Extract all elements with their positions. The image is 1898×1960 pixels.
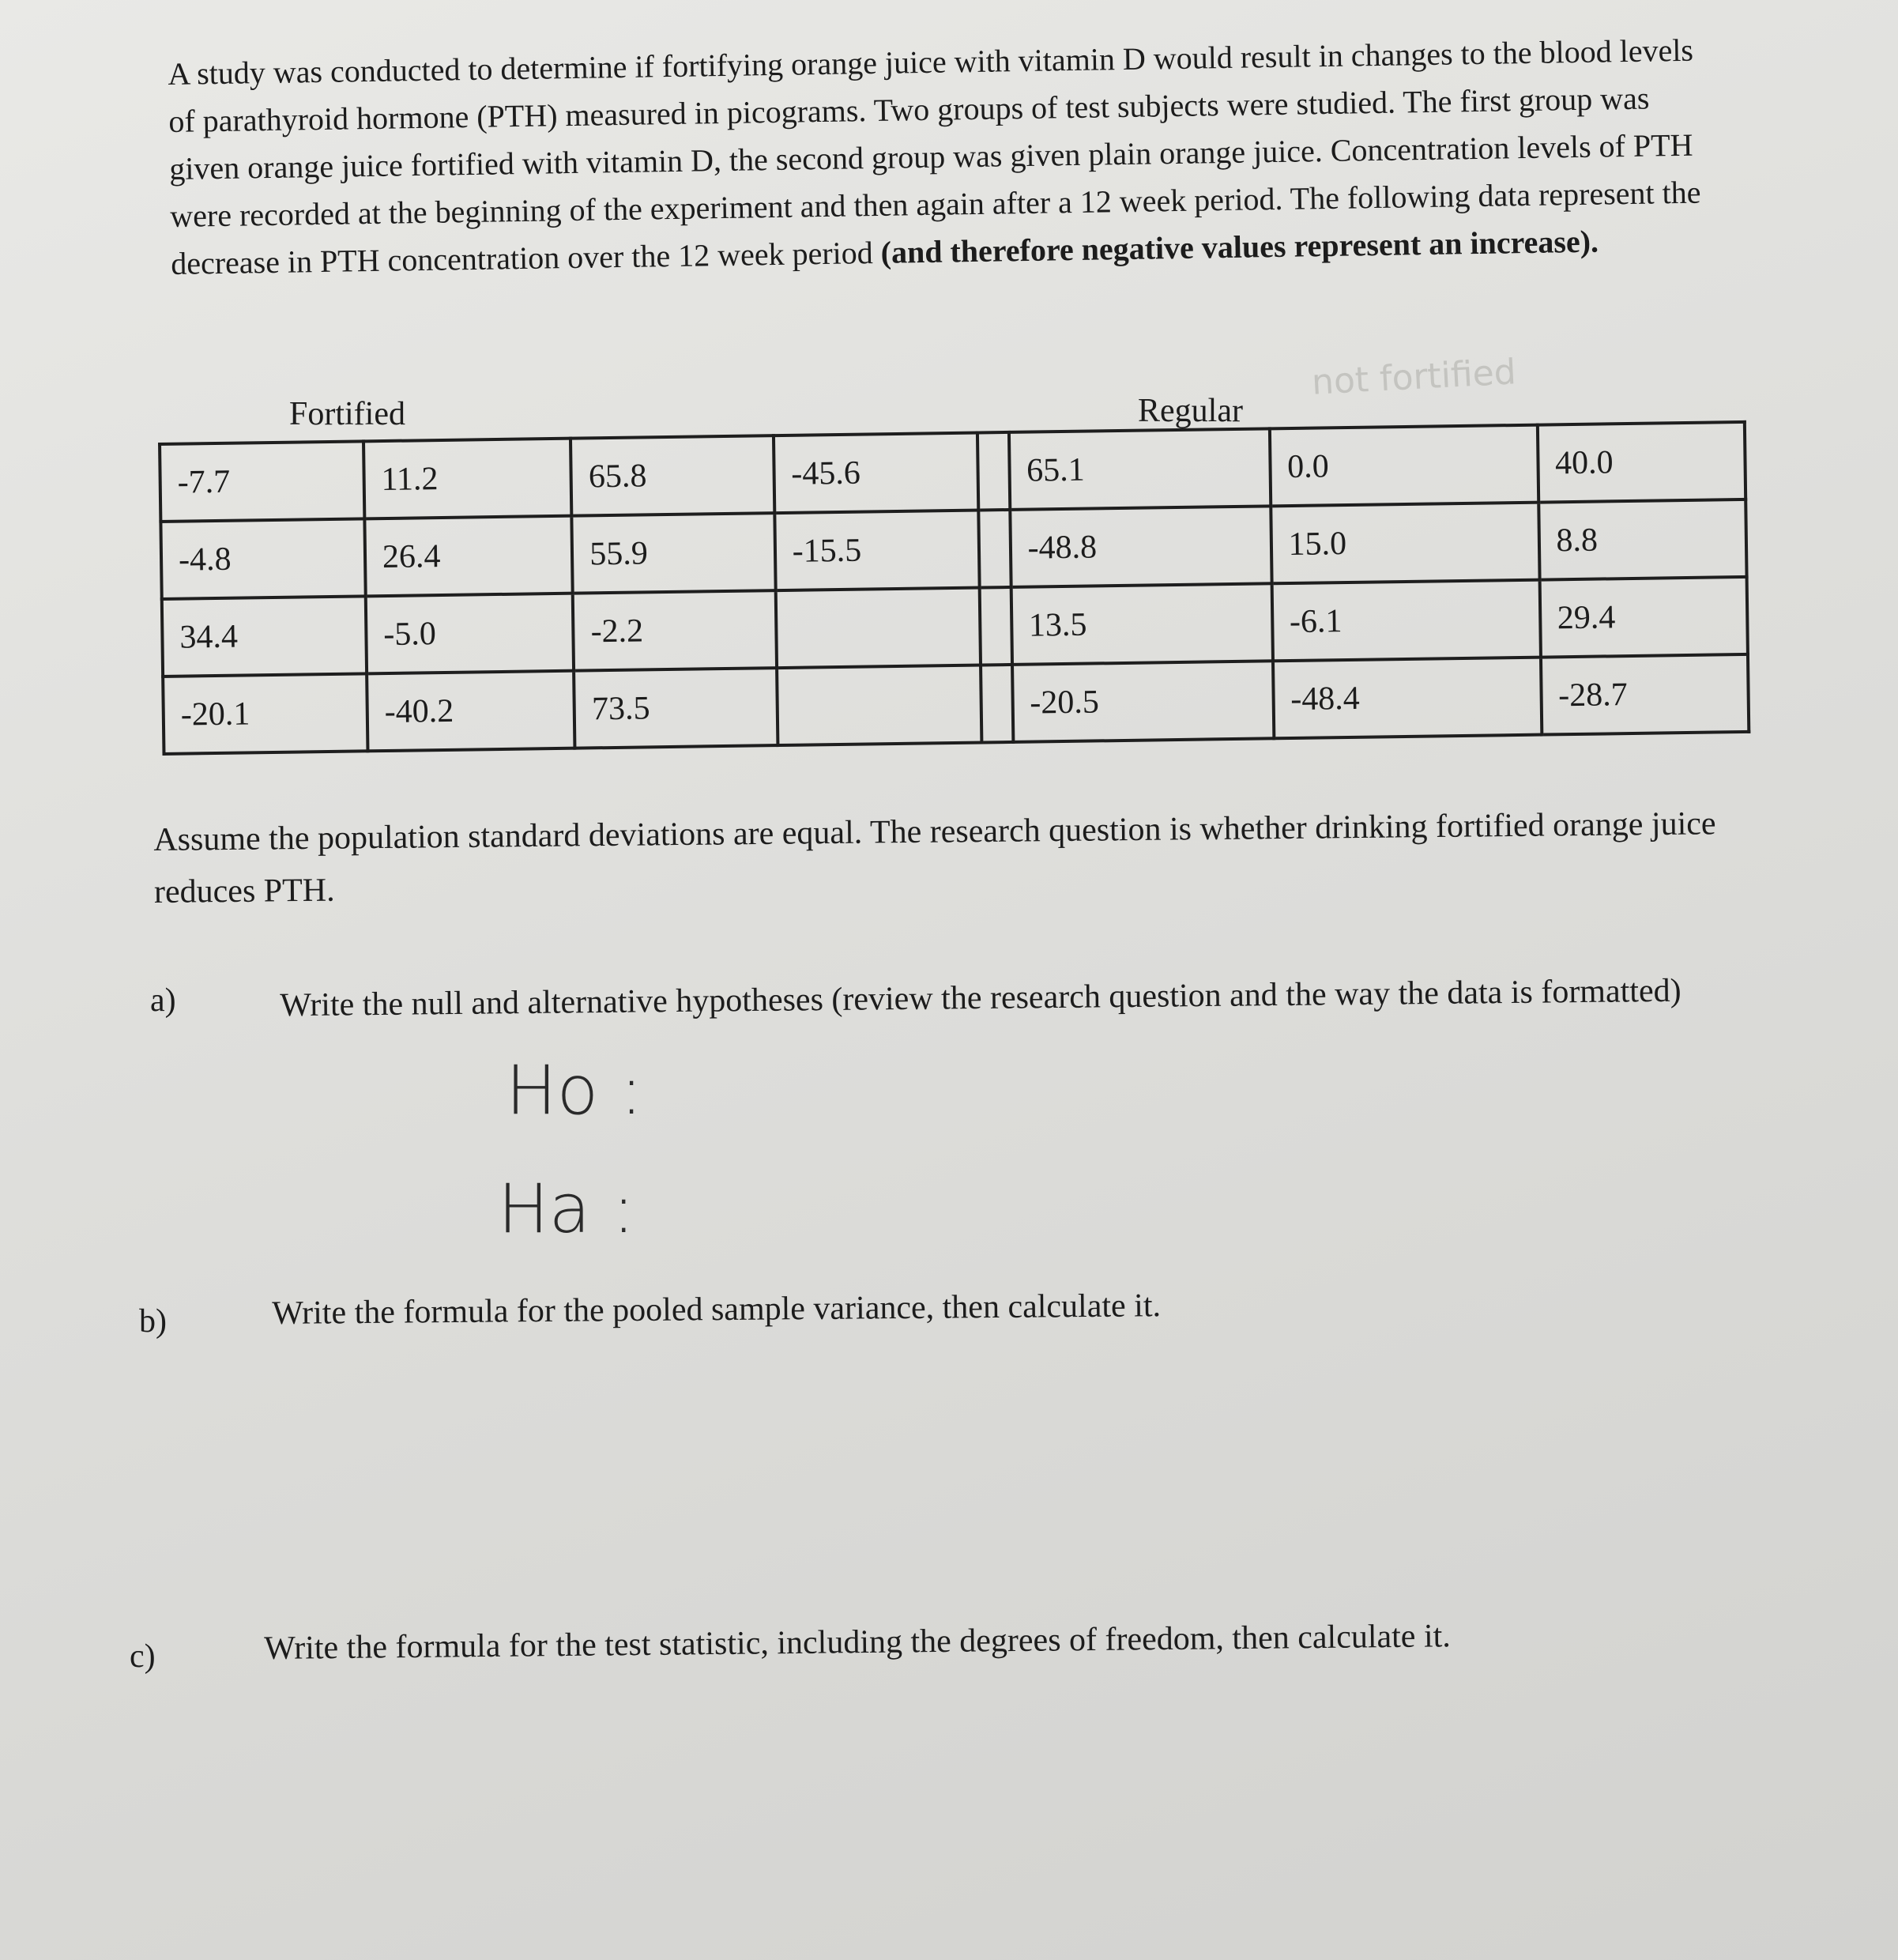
intro-text: A study was conducted to determine if fortifying orange juice with vitamin D would result in changes to the blood levels of parathyroid hormone (PTH) measured in picograms. Two groups of test subjects were studied. The first group was given orange juice fortified with vitamin D, the second group was given plain orange juice. Concentration levels of PTH were recorded at the beginning of the experiment and then again after a 12 week period. The following data represent the decrease in PTH concentration over the 12 week period bbox=[168, 32, 1701, 281]
handwritten-note: not fortified bbox=[1310, 352, 1517, 403]
question-a-label: a) bbox=[150, 982, 176, 1019]
regular-cell: 8.8 bbox=[1538, 499, 1747, 580]
group-separator-cell bbox=[981, 665, 1013, 743]
fortified-cell: -7.7 bbox=[160, 441, 364, 522]
fortified-cell: 11.2 bbox=[363, 439, 572, 519]
regular-cell: 13.5 bbox=[1011, 583, 1272, 665]
fortified-group-label: Fortified bbox=[289, 396, 405, 432]
regular-cell: 0.0 bbox=[1269, 425, 1538, 507]
group-separator-cell bbox=[977, 432, 1010, 511]
fortified-cell bbox=[777, 665, 981, 745]
group-separator-cell bbox=[979, 587, 1011, 665]
assumption-text: Assume the population standard deviations are equal. The research question is whether drinking fortified orange juice reduces PTH. bbox=[153, 805, 1716, 910]
fortified-cell: -45.6 bbox=[774, 433, 978, 514]
fortified-cell: -5.0 bbox=[366, 594, 574, 674]
fortified-cell bbox=[775, 588, 980, 669]
fortified-cell: 55.9 bbox=[572, 513, 776, 594]
fortified-cell: -15.5 bbox=[774, 511, 979, 591]
regular-group-label: Regular bbox=[1138, 393, 1243, 429]
regular-cell: -28.7 bbox=[1541, 654, 1749, 735]
question-b-text: Write the formula for the pooled sample variance, then calculate it. bbox=[272, 1287, 1162, 1332]
group-separator-cell bbox=[978, 510, 1011, 588]
intro-bold-note: (and therefore negative values represent an increase). bbox=[880, 223, 1599, 270]
null-hypothesis-handwriting: Ho : bbox=[506, 1051, 643, 1130]
regular-cell: 65.1 bbox=[1009, 428, 1271, 510]
regular-cell: -6.1 bbox=[1271, 580, 1540, 662]
fortified-cell: -20.1 bbox=[163, 673, 367, 754]
question-c-text: Write the formula for the test statistic, including the degrees of freedom, then calculate it. bbox=[264, 1618, 1452, 1667]
alt-hypothesis-handwriting: Ha : bbox=[498, 1170, 635, 1249]
fortified-cell: -40.2 bbox=[367, 671, 575, 752]
fortified-cell: 26.4 bbox=[364, 516, 573, 597]
question-a-text: Write the null and alternative hypotheses (review the research question and the way the data is formatted) bbox=[280, 972, 1681, 1024]
fortified-cell: 65.8 bbox=[571, 435, 774, 516]
fortified-cell: -2.2 bbox=[573, 590, 777, 671]
question-c-label: c) bbox=[130, 1638, 156, 1675]
regular-cell: -48.4 bbox=[1273, 658, 1542, 739]
pth-data-table bbox=[158, 420, 1750, 756]
fortified-cell: -4.8 bbox=[160, 518, 365, 599]
regular-cell: 29.4 bbox=[1539, 577, 1748, 658]
regular-cell: 40.0 bbox=[1537, 422, 1745, 503]
regular-cell: -20.5 bbox=[1012, 661, 1274, 742]
question-b-label: b) bbox=[139, 1303, 167, 1340]
fortified-cell: 34.4 bbox=[162, 596, 367, 677]
fortified-cell: 73.5 bbox=[574, 668, 778, 748]
regular-cell: -48.8 bbox=[1010, 506, 1271, 587]
regular-cell: 15.0 bbox=[1271, 503, 1539, 584]
problem-intro bbox=[168, 26, 1719, 288]
